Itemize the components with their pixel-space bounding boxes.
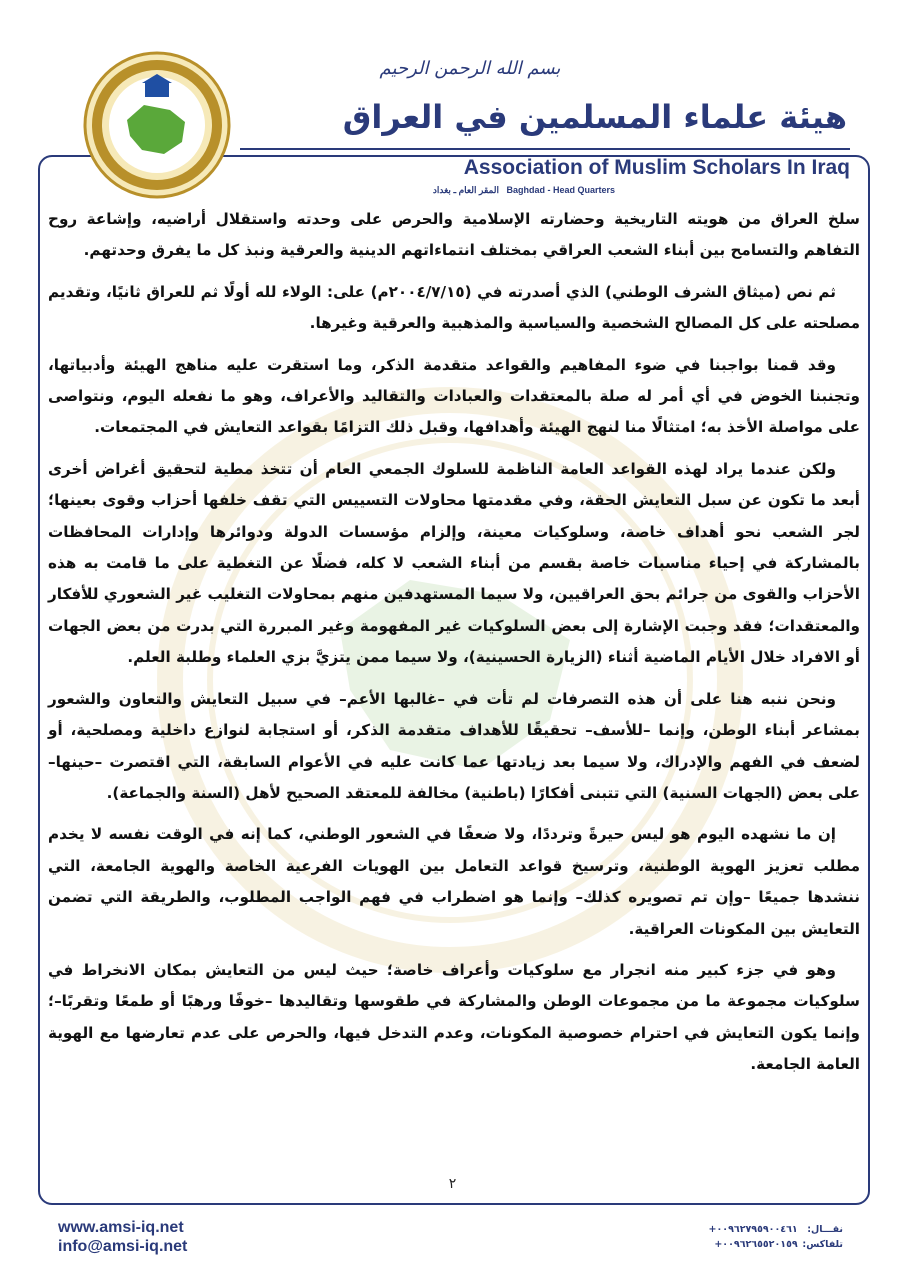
phone-line [623,1222,843,1237]
headquarters-english: Baghdad - Head Quarters [506,185,615,195]
paragraph: وقد قمنا بواجبنا في ضوء المفاهيم والقواعد متقدمة الذكر، وما استقرت عليه مناهج الهيئة وأدبياتها، وتجنبنا الخوض في أي أمر له صلة بالمعتقدات والعبادات والتقاليد والأعراف، وهو ما نفعله اليوم، ونتواصى على مواصلة الأخذ به؛ امتثالًا منا لنهج الهيئة وأهدافها، وقبل ذلك التزامًا بقواعد التعايش في المجتمعات. [48,355,860,437]
paragraph: ونحن ننبه هنا على أن هذه التصرفات لم تأت في –غالبها الأعم– في سبيل التعايش والتعاون والشعور بمشاعر أبناء الوطن، وإنما –للأسف– تحقيقًا للأهداف متقدمة الذكر، أو استجابة لنوازع داخلية ومصلحية، أو لضعف في الفهم والإدراك، ولا سيما بعد زيادتها عما كانت عليه في الأعوام السابقة، التي اقتصرت –حينها– على بعض (الجهات السنية) التي تتبنى أفكارًا (باطنية) مخالفة للمعتقد الصحيح لأهل (السنة والجماعة). [48,689,860,802]
organization-seal [82,50,232,200]
email-link[interactable]: info@amsi-iq.net [58,1238,188,1255]
headquarters-arabic: المقر العام ـ بغداد [432,185,499,195]
headquarters-label [315,185,615,196]
letter-body [48,204,860,1091]
organization-name-english: Association of Muslim Scholars In Iraq [463,156,850,179]
footer-contact-web [58,1218,187,1256]
fax-label: تلفاكس: [802,1239,843,1250]
paragraph: ولكن عندما يراد لهذه القواعد العامة الناظمة للسلوك الجمعي العام أن تتخذ مطية لتحقيق أغراض أخرى أبعد ما تكون عن سبل التعايش الحقة، وفي مقدمتها محاولات التسييس التي تقف خلفها أحزاب وقوى بعينها؛ لجر الشعب نحو أهداف خاصة، وسلوكيات معينة، وإلزام مؤسسات الدولة ودوائرها وإدارات المحافظات بالمشاركة في إحياء مناسبات خاصة بقسم من أبناء الشعب لا كله، فضلًا عن التغطية على ما قامت به هذه الأحزاب والقوى من جرائم بحق العراقيين، ولا سيما المستهدفين منهم بمحاولات التغليب غير الشعوري للأفكار والمعتقدات؛ فقد وجبت الإشارة إلى بعض السلوكيات غير المفهومة وغير المبررة التي بدرت من بعض الجهات أو الافراد خلال الأيام الماضية أثناء (الزيارة الحسينية)، ولا سيما ممن يتزيَّ بزي العلماء وطلبة العلم. [48,459,860,667]
basmala-calligraphy: بسم الله الرحمن الرحيم [379,58,561,79]
letterhead [0,0,905,200]
header-rule [240,148,850,150]
paragraph: إن ما نشهده اليوم هو ليس حيرةً وترددًا، ولا ضعفًا في الشعور الوطني، كما إنه في الوقت نفسه لا يخدم مطلب تعزيز الهوية الوطنية، وترسيخ قواعد التعامل بين الهويات الفرعية الخاصة والهوية الجامعة، التي ننشدها جميعًا –وإن تم تصويره كذلك– وإنما هو اضطراب في فهم الواجب المطلوب، والطريقة التي تضمن التعايش بين المكونات العراقية. [48,825,860,938]
page-number: ٢ [448,1176,457,1192]
fax-line [623,1237,843,1252]
website-link[interactable]: www.amsi-iq.net [58,1219,184,1236]
paragraph: وهو في جزء كبير منه انجرار مع سلوكيات وأعراف خاصة؛ حيث ليس من التعايش بمكان الانخراط في سلوكيات مجموعة ما من مجموعات الوطن والمشاركة في طقوسها وتقاليدها –خوفًا ورهبًا أو طمعًا وتقربًا–؛ وإنما يكون التعايش في احترام خصوصية المكونات، وعدم التدخل فيها، والحرص على عدم تعارضها مع الهوية العامة الجامعة. [48,960,860,1074]
phone-label: نقـــال: [807,1224,843,1235]
organization-name-arabic: هيئة علماء المسلمين في العراق [342,98,847,136]
paragraph: سلخ العراق من هويته التاريخية وحضارته الإسلامية والحرص على وحدته واستقلال أراضيه، وإشاعة روح التفاهم والتسامح بين أبناء الشعب العراقي بمختلف انتماءاتهم الدينية والعرقية ونبذ كل ما يفرق وحدتهم. [48,210,860,260]
fax-number: ٠٠٩٦٢٦٥٥٢٠١٥٩+ [714,1239,798,1250]
phone-number: ٠٠٩٦٢٧٩٥٩٠٠٤٦١+ [708,1224,798,1235]
paragraph: ثم نص (ميثاق الشرف الوطني) الذي أصدرته في (٢٠٠٤/٧/١٥م) على: الولاء لله أولًا ثم للعراق ثانيًا، وتقديم مصلحته على كل المصالح الشخصية والسياسية والمذهبية والعرقية وغيرها. [48,282,860,333]
footer-contact-phone [623,1222,843,1252]
